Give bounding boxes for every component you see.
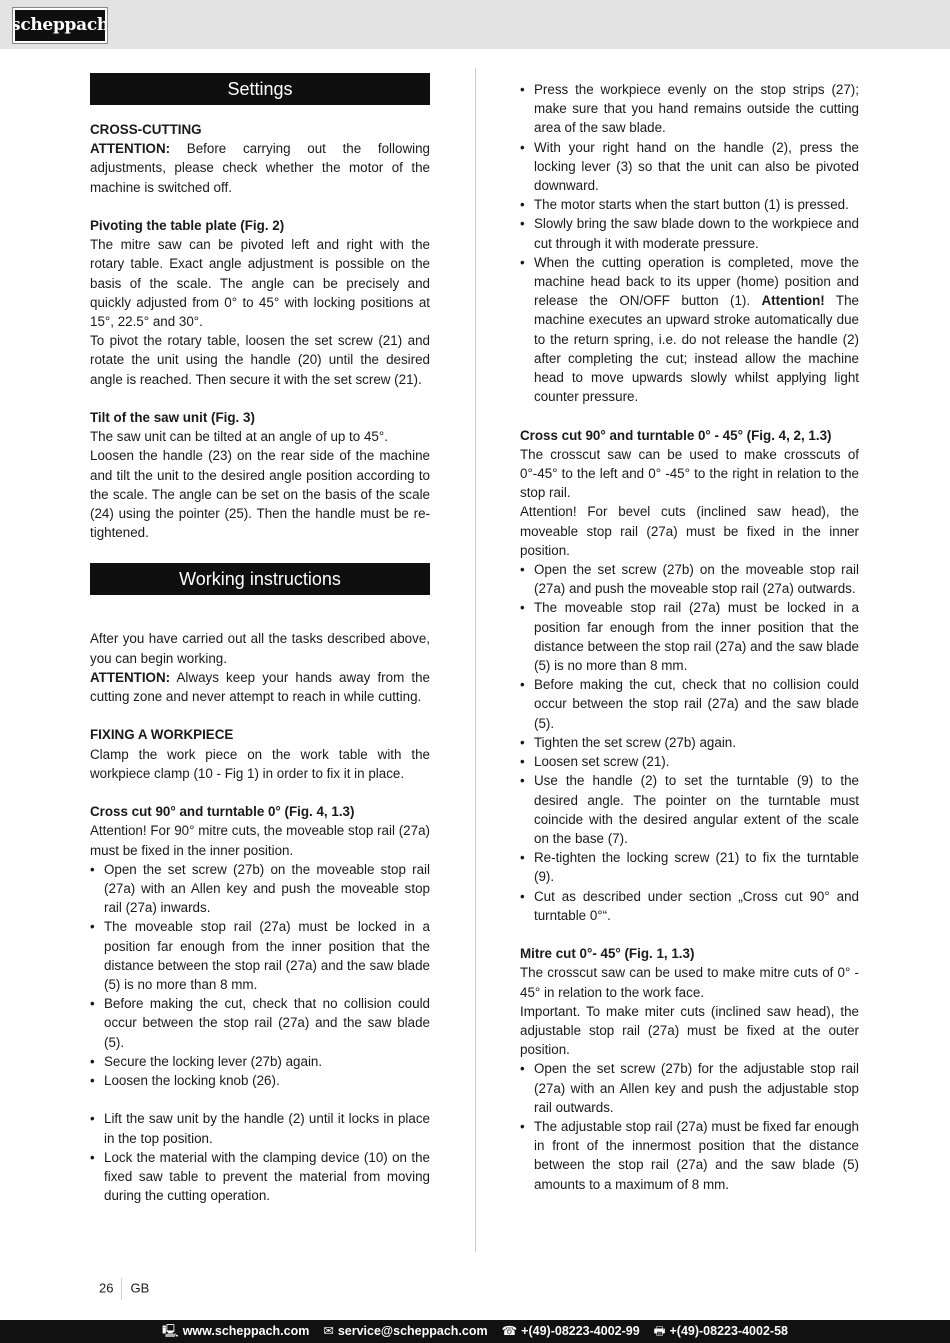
fixing-heading: FIXING A WORKPIECE [90, 727, 234, 743]
mail-icon: ✉ [323, 1323, 334, 1338]
cross-cutting-heading: CROSS-CUTTING [90, 122, 202, 137]
list-item: • Use the handle (2) to set the turntable (9) to the desired angle. The pointer on the turntable must coincide with the desired angular extent of the scale on the base (7). [520, 771, 859, 848]
list-item: • Open the set screw (27b) on the moveable stop rail (27a) and push the moveable stop rail (27a) outwards. [520, 560, 859, 598]
cross45-paragraph: The crosscut saw can be used to make crosscuts of 0°-45° to the left and 0° -45° to the right in relation to the stop rail. [520, 446, 859, 501]
attention-paragraph-2 [90, 668, 430, 706]
cross90-list-continued [90, 1109, 430, 1205]
cross45-paragraph: Attention! For bevel cuts (inclined saw head), the moveable stop rail (27a) must be fixed in the inner position. [520, 504, 859, 558]
list-item: • With your right hand on the handle (2), press the locking lever (3) so that the unit can also be pivoted downward. [520, 138, 859, 196]
scheppach-logo: scheppach [13, 8, 107, 43]
attention-paragraph-1 [90, 139, 430, 197]
list-item: • Before making the cut, check that no collision could occur between the stop rail (27a) and the saw blade (5). [520, 675, 859, 733]
list-item: • Lock the material with the clamping device (10) on the fixed saw table to prevent the material from moving during the cutting operation. [90, 1148, 430, 1206]
attention-label: ATTENTION: [90, 669, 171, 685]
list-item: • The moveable stop rail (27a) must be locked in a position far enough from the inner position that the distance between the stop rail (27a) and the saw blade (5) is no more than 8 mm. [90, 917, 430, 994]
fax-icon: 🖶 [653, 1323, 666, 1338]
tilt-heading: Tilt of the saw unit (Fig. 3) [90, 410, 255, 426]
phone-number: +(49)-08223-4002-99 [521, 1323, 640, 1338]
list-item: • Loosen the locking knob (26). [90, 1071, 430, 1090]
list-item: • Re-tighten the locking screw (21) to fix the turntable (9). [520, 848, 859, 886]
fixing-paragraph: Clamp the work piece on the work table with the workpiece clamp (10 - Fig 1) in order to fix it in place. [90, 746, 430, 781]
list-item: • Loosen set screw (21). [520, 752, 859, 771]
tilt-paragraph: The saw unit can be tilted at an angle of up to 45°. [90, 429, 388, 445]
header-bar [0, 0, 950, 49]
contact-bar [0, 1320, 950, 1343]
tilt-paragraph: Loosen the handle (23) on the rear side of the machine and tilt the unit to the desired angle position according to the scale. The angle can be set on the basis of the scale (24) using the pointer (25). Then the handle must be re-tightened. [90, 448, 430, 541]
attention-label: Attention! [761, 293, 825, 309]
list-item: • Before making the cut, check that no collision could occur between the stop rail (27a) and the saw blade (5). [90, 994, 430, 1052]
phone-item [502, 1322, 640, 1341]
website-link[interactable]: www.scheppach.com [182, 1323, 310, 1338]
list-item: • The motor starts when the start button (1) is pressed. [520, 195, 859, 214]
page-footer [99, 1278, 149, 1300]
phone-icon: ☎ [501, 1323, 518, 1338]
cross45-list [520, 560, 859, 925]
list-item: • Secure the locking lever (27b) again. [90, 1052, 430, 1071]
fax-number: +(49)-08223-4002-58 [669, 1323, 788, 1338]
left-column [90, 73, 430, 1205]
language-code: GB [130, 1280, 150, 1296]
email-item[interactable] [323, 1322, 487, 1341]
list-item: • Open the set screw (27b) for the adjustable stop rail (27a) with an Allen key and push the adjustable stop rail outwards. [520, 1059, 859, 1117]
pivot-heading: Pivoting the table plate (Fig. 2) [90, 218, 285, 233]
cross90-heading: Cross cut 90° and turntable 0° (Fig. 4, 1.3) [90, 804, 355, 820]
list-item: • Slowly bring the saw blade down to the workpiece and cut through it with moderate pressure. [520, 214, 859, 252]
fax-item [654, 1322, 788, 1341]
list-item: • Lift the saw unit by the handle (2) until it locks in place in the top position. [90, 1109, 430, 1147]
list-item: • Press the workpiece evenly on the stop strips (27); make sure that you hand remains outside the cutting area of the saw blade. [520, 80, 859, 138]
attention-label: ATTENTION: [90, 141, 171, 157]
column-divider [475, 68, 476, 1252]
cross45-heading: Cross cut 90° and turntable 0° - 45° (Fig. 4, 2, 1.3) [520, 427, 832, 443]
attention-text: Always keep your hands away from the cutting zone and never attempt to reach in while cutting. [90, 669, 430, 705]
settings-title: Settings [90, 73, 430, 105]
cross90-paragraph: Attention! For 90° mitre cuts, the moveable stop rail (27a) must be fixed in the inner position. [90, 823, 430, 858]
list-item-text: When the cutting operation is completed, move the machine head back to its upper (home) position and release the ON/OFF button (1). [534, 254, 859, 309]
working-instructions-title: Working instructions [90, 563, 430, 595]
attention-text: Before carrying out the following adjustments, please check whether the motor of the machine is switched off. [90, 141, 430, 195]
list-item: • Open the set screw (27b) on the moveable stop rail (27a) with an Allen key and push the moveable stop rail (27a) inwards. [90, 860, 430, 918]
right-column [520, 80, 859, 1194]
page-number: 26 [99, 1280, 114, 1296]
email-link[interactable]: service@scheppach.com [337, 1323, 488, 1338]
website-item[interactable] [162, 1322, 309, 1341]
procedure-list [520, 80, 859, 406]
footer-divider [121, 1278, 122, 1300]
list-item-text: The machine executes an upward stroke automatically due to the return spring, i.e. do not release the handle (2) after completing the cut; instead allow the machine head to move upwards slowly whilst applying light counter pressure. [534, 293, 859, 405]
pivot-paragraph: To pivot the rotary table, loosen the set screw (21) and rotate the unit using the handle (20) until the desired angle is reached. Then secure it with the set screw (21). [90, 333, 430, 387]
mitre-paragraph: The crosscut saw can be used to make mitre cuts of 0° - 45° in relation to the work face. [520, 965, 859, 1000]
working-paragraph: After you have carried out all the tasks described above, you can begin working. [90, 631, 430, 666]
cross90-list [90, 860, 430, 1090]
mitre-list [520, 1059, 859, 1193]
mitre-paragraph: Important. To make miter cuts (inclined saw head), the adjustable stop rail (27a) must be fixed at the outer position. [520, 1003, 859, 1058]
mitre-heading: Mitre cut 0°- 45° (Fig. 1, 1.3) [520, 946, 695, 962]
list-item: • Tighten the set screw (27b) again. [520, 733, 859, 752]
list-item: • The moveable stop rail (27a) must be locked in a position far enough from the inner position that the distance between the stop rail (27a) and the saw blade (5) is no more than 8 mm. [520, 598, 859, 675]
list-item: • Cut as described under section „Cross cut 90° and turntable 0°“. [520, 887, 859, 925]
computer-icon: 🖳 [162, 1323, 179, 1338]
pivot-paragraph: The mitre saw can be pivoted left and right with the rotary table. Exact angle adjustment is possible on the basis of the scale. The angle can be precisely and quickly adjusted from 0° to 45° with locking positions at 15°, 22.5° and 30°. [90, 237, 430, 330]
list-item [520, 253, 859, 407]
list-item: • The adjustable stop rail (27a) must be fixed far enough in front of the innermost position that the distance between the stop rail (27a) and the saw blade (5) amounts to a maximum of 8 mm. [520, 1117, 859, 1194]
